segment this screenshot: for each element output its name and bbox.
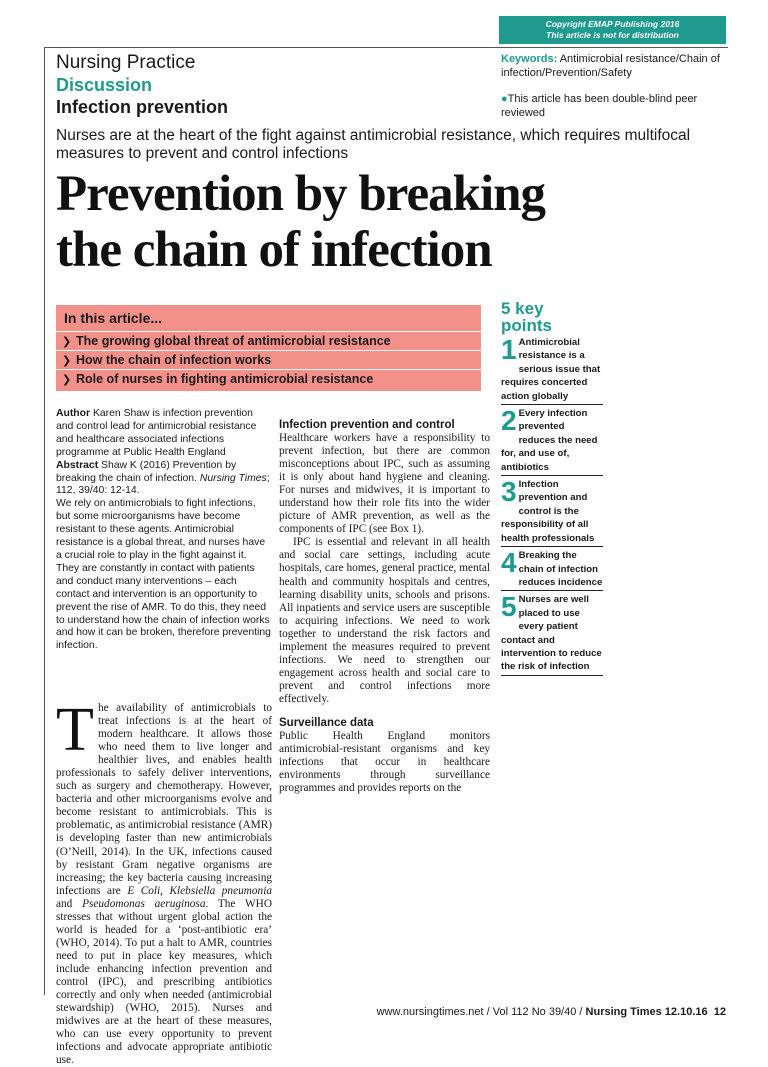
chevron-right-icon: ❯ xyxy=(62,374,72,386)
copyright-banner xyxy=(499,16,726,44)
list-item: ❯ How the chain of infection works xyxy=(56,350,481,369)
section-header xyxy=(56,52,228,118)
body-paragraph-4: Public Health England monitors antimicrobial-resistant organisms and key infections that occur in healthcare environments through surveillance programmes and provides reports on the xyxy=(279,729,490,795)
in-this-article-list xyxy=(56,331,481,388)
body-paragraph-1: he availability of antimicrobials to treat infections is at the heart of modern healthcare. It allows those who need them to live longer and healthier lives, and enables health professionals to safely deliver interventions, such as surgery and chemotherapy. However, bacteria and other microorganisms evolve and become resistant to antimicrobials. This is problematic, as antimicrobial resistance (AMR) is developing faster than new antimicrobials (O’Neill, 2014). In the UK, infections caused by resistant Gram negative organisms are increasing; the key bacteria causing increasing infections are xyxy=(56,702,272,897)
body-column-2 xyxy=(279,408,490,795)
body-paragraph-2: Healthcare workers have a responsibility to prevent infection, but there are common misconceptions about IPC, such as assuming it is only about hand hygiene and cleaning. For nurses and midwives, it is important to understand how their role fits into the wider picture of AMR prevention, as well as the components of IPC (see Box 1). xyxy=(279,432,490,536)
keywords-label: Keywords: xyxy=(501,53,558,65)
footer-journal: Nursing Times 12.10.16 xyxy=(585,1006,708,1018)
author-abstract-box xyxy=(56,408,271,653)
headline-line-1: Prevention by breaking xyxy=(56,166,545,222)
body-paragraph-3: IPC is essential and relevant in all health and social care settings, including acute hospitals, care homes, general practice, mental health and community hospitals and centres, learning disability units, schools and prisons. All inpatients and service users are susceptible to acquiring infections. We need to work together to understand the risk factors and implement the measures required to prevent infections. We need to strengthen our engagement across health and social care to prevent and control infections more effectively. xyxy=(279,536,490,705)
key-point: 5 Nurses are well placed to use every patient contact and intervention to reduce the risk of infection xyxy=(501,593,603,675)
page-number: 12 xyxy=(713,1006,726,1018)
author-info: Author Karen Shaw is infection prevention and control lead for antimicrobial resistance and healthcare associated infections programme at Public Health England xyxy=(56,408,257,458)
headline-line-2: the chain of infection xyxy=(56,222,492,278)
keywords xyxy=(501,52,723,80)
copyright-line-1: Copyright EMAP Publishing 2016 xyxy=(545,19,680,29)
headline xyxy=(56,166,736,278)
standfirst: Nurses are at the heart of the fight against antimicrobial resistance, which requires multifocal measures to prevent and control infections xyxy=(56,127,691,162)
footer-site: www.nursingtimes.net / Vol 112 No 39/40 / xyxy=(376,1006,586,1018)
peer-review-text: This article has been double-blind peer reviewed xyxy=(501,93,698,119)
frame-top-rule xyxy=(44,47,728,48)
abstract-citation: Abstract Shaw K (2016) Prevention by breaking the chain of infection. Nursing Times; 112, 39/40: 12-14. xyxy=(56,459,270,497)
list-item: ❯ Role of nurses in fighting antimicrobial resistance xyxy=(56,369,481,388)
key-point: 3 Infection prevention and control is the responsibility of all health professionals xyxy=(501,478,603,547)
list-item: ❯ The growing global threat of antimicrobial resistance xyxy=(56,331,481,350)
page-footer xyxy=(377,1006,726,1018)
key-point: 1 Antimicrobial resistance is a serious issue that requires concerted action globally xyxy=(501,336,603,405)
copyright-line-2: This article is not for distribution xyxy=(546,30,679,40)
subhead-surveillance: Surveillance data xyxy=(279,716,374,729)
chevron-right-icon: ❯ xyxy=(62,336,72,348)
chevron-right-icon: ❯ xyxy=(62,355,72,367)
in-this-article-box xyxy=(56,305,481,391)
section-topic: Infection prevention xyxy=(56,97,229,117)
key-points-title: 5 key points xyxy=(501,299,552,335)
peer-review-note xyxy=(501,92,723,120)
subhead-infection-prevention: Infection prevention and control xyxy=(279,419,455,431)
abstract-text: We rely on antimicrobials to fight infections, but some microorganisms have become resistant to these agents. Antimicrobial resistance is a global threat, and nurses have a crucial role to play in the fight against it. They are constantly in contact with patients and conduct many interventions – each contact and intervention is an opportunity to prevent the rise of AMR. To do this, they need to understand how the chain of infection works and how it can be broken, therefore preventing infection. xyxy=(56,498,271,652)
in-this-article-title: In this article... xyxy=(64,310,163,326)
frame-left-rule xyxy=(44,47,45,995)
section-label: Nursing Practice xyxy=(56,52,196,73)
drop-cap: T xyxy=(56,696,94,764)
keywords-text: Antimicrobial resistance/Chain of infection/Prevention/Safety xyxy=(501,53,720,79)
section-type: Discussion xyxy=(56,75,153,95)
key-points-box xyxy=(501,300,603,676)
key-point: 2 Every infection prevented reduces the need for, and use of, antibiotics xyxy=(501,407,603,476)
bullet-icon: ● xyxy=(501,93,508,105)
body-column-1: The availability of antimicrobials to treat infections is at the heart of modern healthcare. It allows those who need them to live longer and healthier lives, and enables health professionals to safely deliver interventions, such as surgery and chemotherapy. However, bacteria and other microorganisms evolve and become resistant to antimicrobials. This is problematic, as antimicrobial resistance (AMR) is developing faster than new antimicrobials (O’Neill, 2014). In the UK, infections caused by resistant Gram negative organisms are increasing; the key bacteria causing increasing infections are E Coli, Klebsiella pneumonia and Pseudomonas aeruginosa. The WHO stresses that without urgent global action the world is headed for a ‘post-antibiotic era’ (WHO, 2014). To put a halt to AMR, countries need to put in place key measures, which include enhancing infection prevention and control (IPC), and prescribing antibiotics correctly and only when needed (antimicrobial stewardship) (WHO, 2015). Nurses and midwives are at the heart of these measures, who can use every opportunity to prevent infections and advocate appropriate antibiotic use. xyxy=(56,696,272,1067)
key-point: 4 Breaking the chain of infection reduces incidence xyxy=(501,549,603,591)
